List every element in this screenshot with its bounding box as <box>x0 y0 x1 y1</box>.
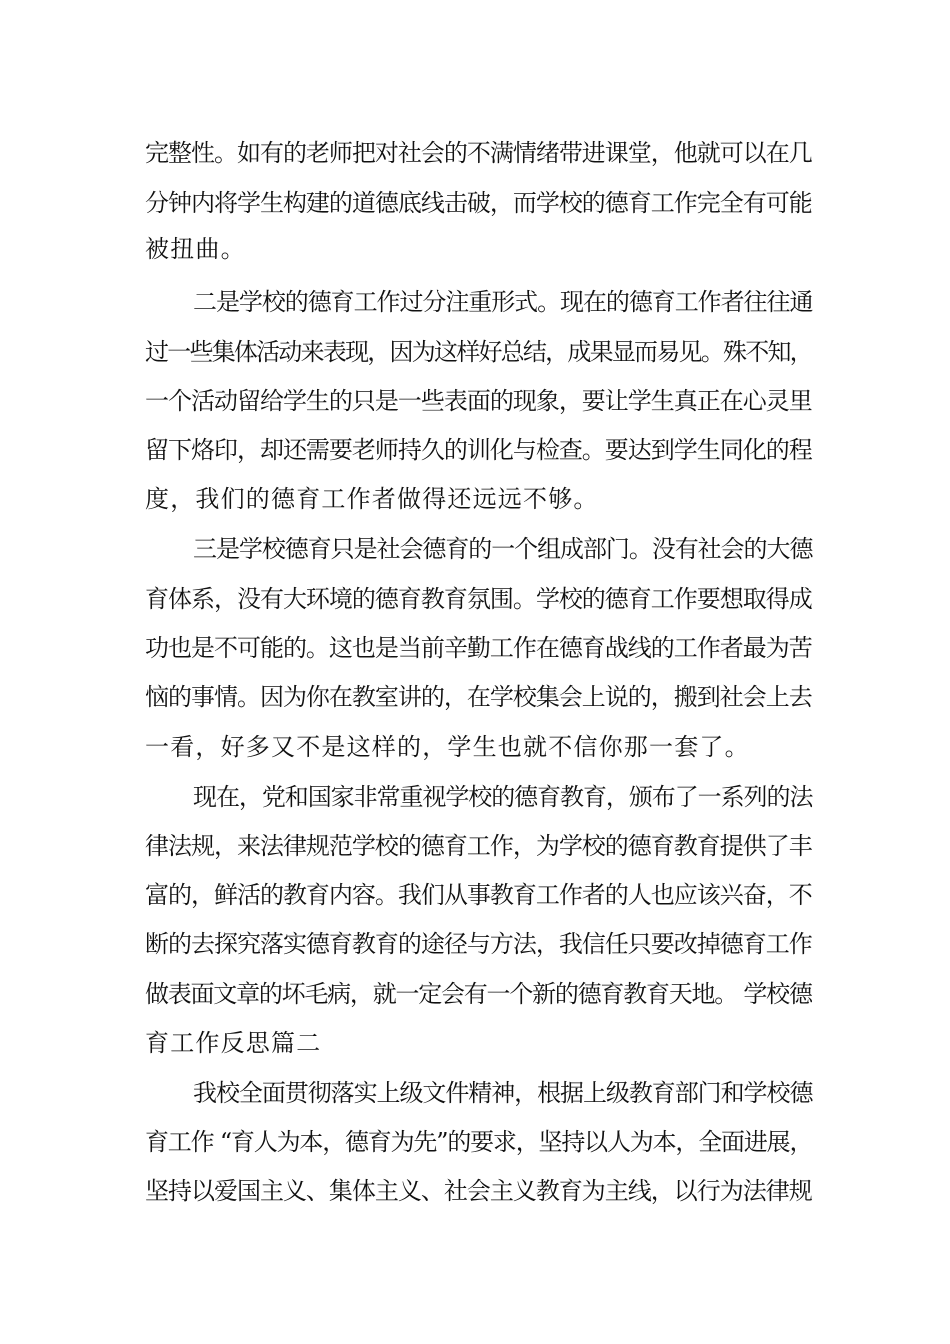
text-line: 被扭曲。 <box>145 235 246 263</box>
text-line: 坚持以爱国主义、集体主义、社会主义教育为主线，以行为法律规 <box>145 1177 812 1205</box>
text-line: 一看，好多又不是这样的，学生也就不信你那一套了。 <box>145 733 750 761</box>
text-line: 留下烙印，却还需要老师持久的训化与检查。要达到学生同化的程 <box>145 436 812 464</box>
text-line: 富的，鲜活的教育内容。我们从事教育工作者的人也应该兴奋，不 <box>145 881 812 909</box>
text-line: 度，我们的德育工作者做得还远远不够。 <box>145 485 599 513</box>
text-line: 现在，党和国家非常重视学校的德育教育，颁布了一系列的法 <box>193 783 813 811</box>
text-line: 律法规，来法律规范学校的德育工作，为学校的德育教育提供了丰 <box>145 832 812 860</box>
text-line: 二是学校的德育工作过分注重形式。现在的德育工作者往往通 <box>193 288 813 316</box>
text-line: 我校全面贯彻落实上级文件精神，根据上级教育部门和学校德 <box>193 1079 813 1107</box>
text-line: 一个活动留给学生的只是一些表面的现象，要让学生真正在心灵里 <box>145 387 812 415</box>
text-line: 恼的事情。因为你在教室讲的，在学校集会上说的，搬到社会上去 <box>145 683 812 711</box>
text-line: 过一些集体活动来表现，因为这样好总结，成果显而易见。殊不知， <box>145 338 812 366</box>
text-line: 完整性。如有的老师把对社会的不满情绪带进课堂，他就可以在几 <box>145 139 812 167</box>
text-line: 分钟内将学生构建的道德底线击破，而学校的德育工作完全有可能 <box>145 189 812 217</box>
text-line: 断的去探究落实德育教育的途径与方法，我信任只要改掉德育工作 <box>145 930 812 958</box>
text-line: 育工作 “育人为本，德育为先”的要求，坚持以人为本，全面进展， <box>145 1128 813 1156</box>
text-line: 三是学校德育只是社会德育的一个组成部门。没有社会的大德 <box>193 535 813 563</box>
text-line: 功也是不可能的。这也是当前辛勤工作在德育战线的工作者最为苦 <box>145 634 812 662</box>
text-line: 做表面文章的坏毛病，就一定会有一个新的德育教育天地。 学校德 <box>145 980 812 1008</box>
text-line: 育体系，没有大环境的德育教育氛围。学校的德育工作要想取得成 <box>145 585 812 613</box>
text-line: 育工作反思篇二 <box>145 1029 322 1057</box>
